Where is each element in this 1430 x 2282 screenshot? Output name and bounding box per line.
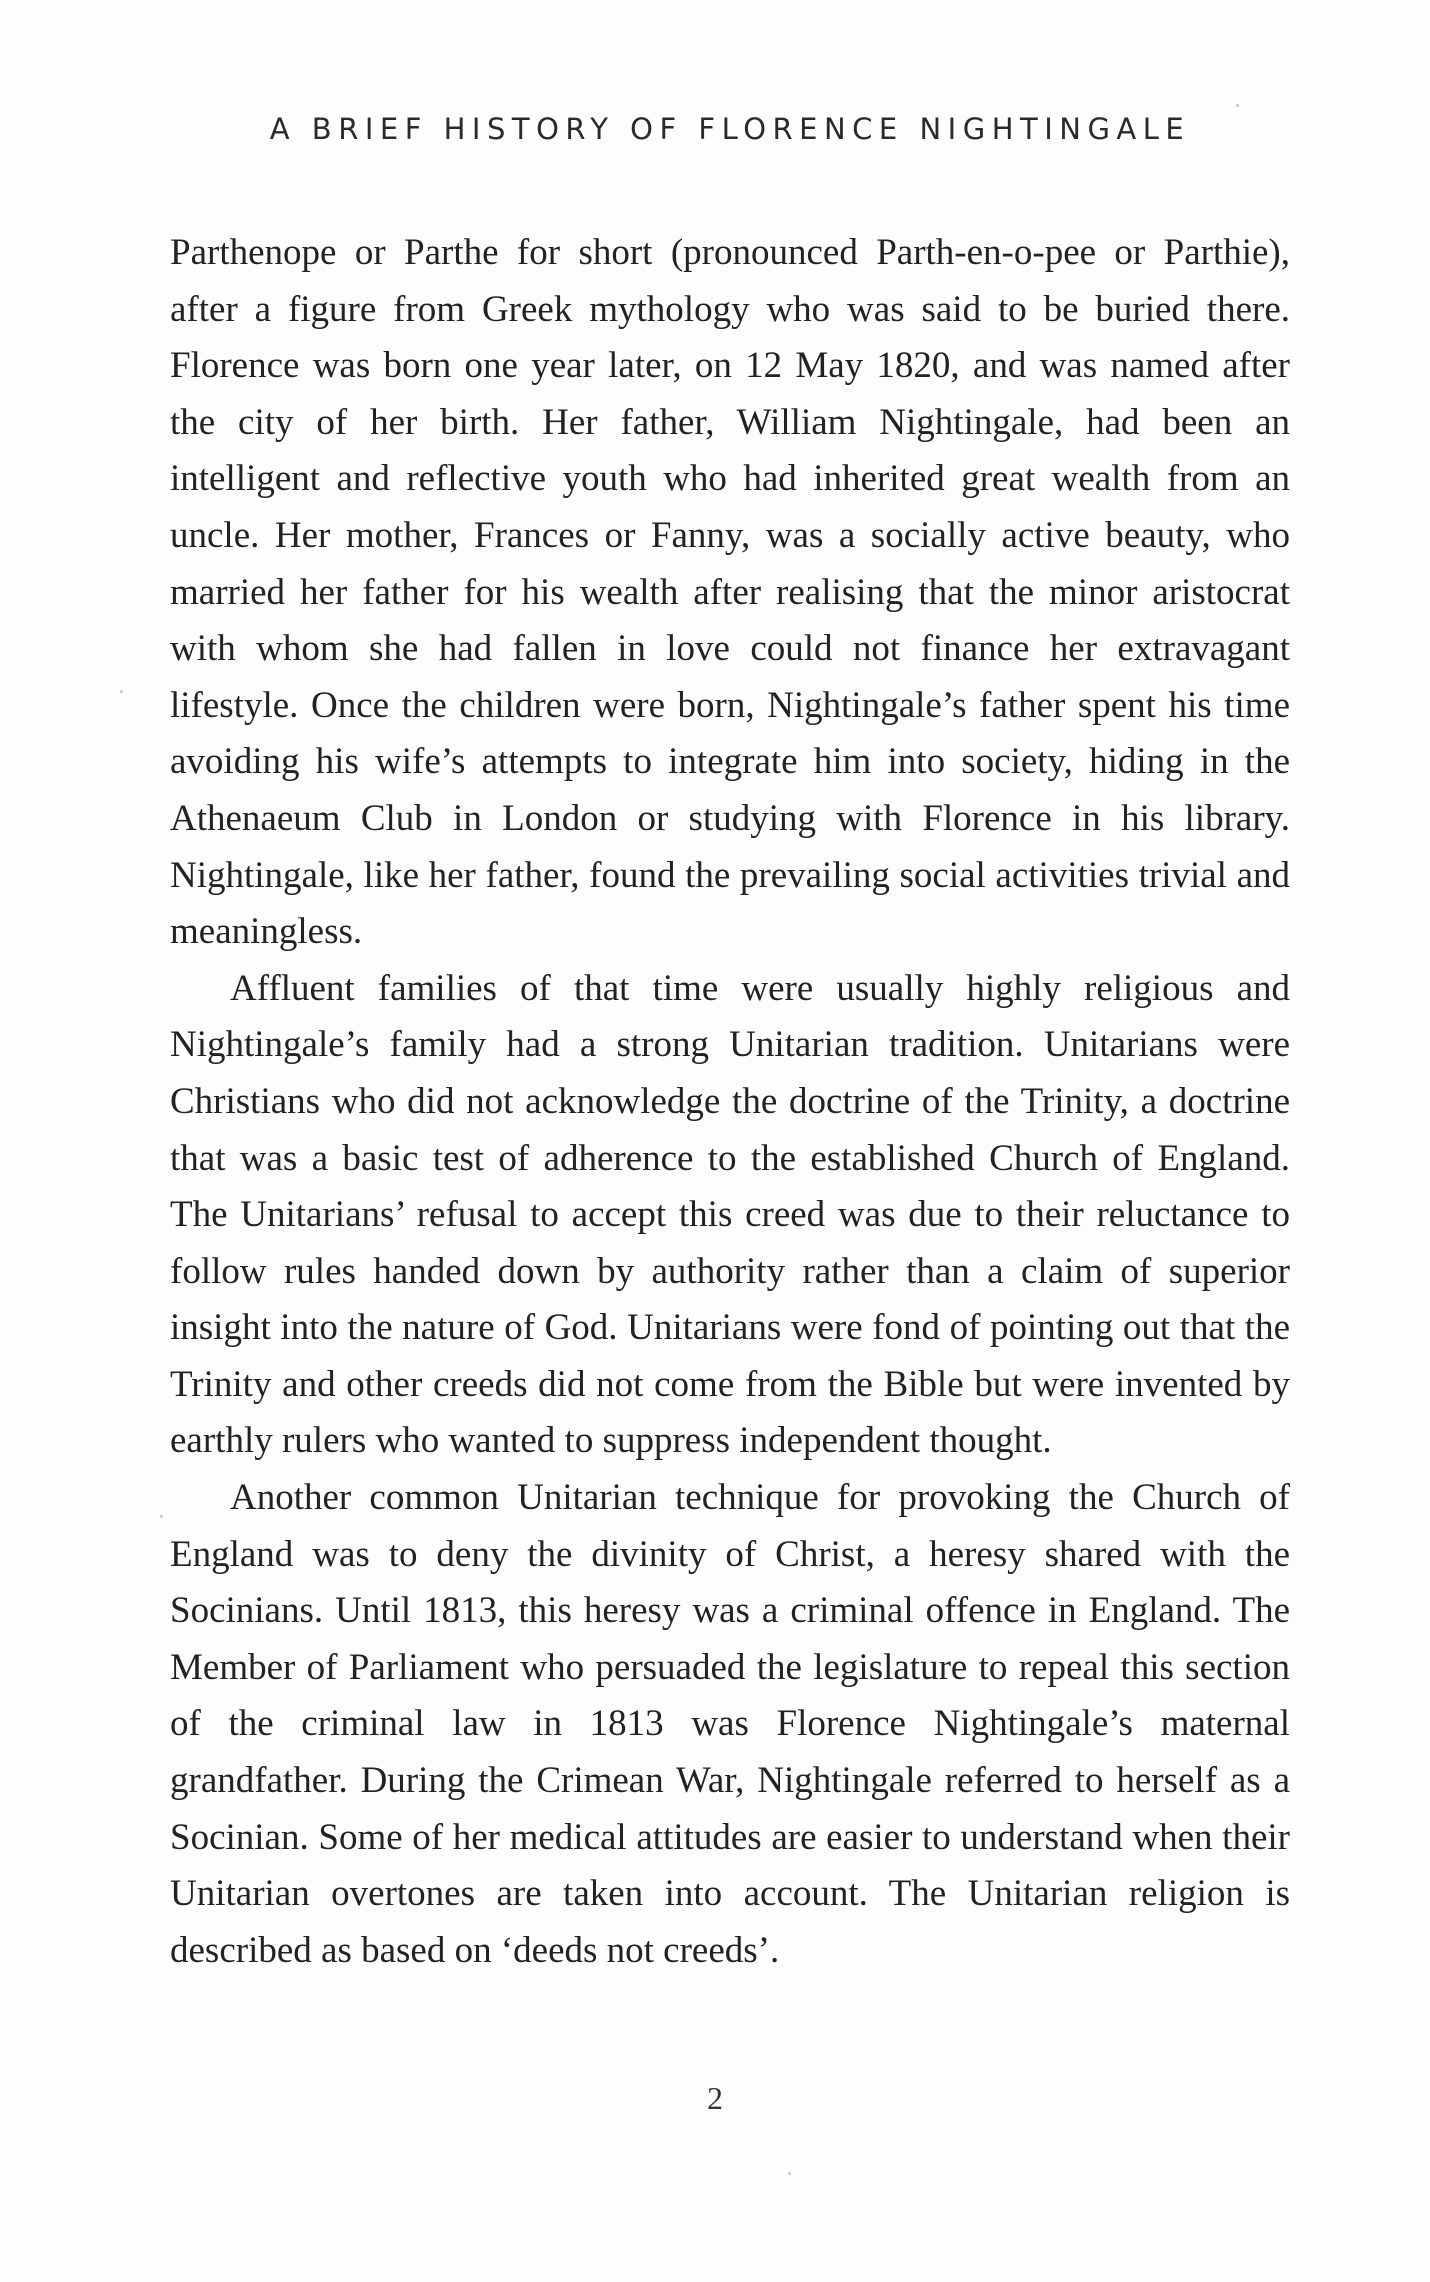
scan-speck	[120, 690, 123, 693]
paragraph-3: Another common Unitarian technique for provoking the Church of England was to deny the divinity of Christ, a heresy shared with the Socinians. Until 1813, this heresy was a criminal offence in England. The Member of Parliament who persuaded the legislature to repeal this section of the criminal law in 1813 was Florence Nightingale’s maternal grandfather. During the Crimean War, Nightingale referred to herself as a Socinian. Some of her medical attitudes are easier to understand when their Unitarian overtones are taken into account. The Unitarian religion is described as based on ‘deeds not creeds’.	[170, 1477, 1290, 1971]
scan-speck	[160, 1515, 163, 1518]
running-header-title: A BRIEF HISTORY OF FLORENCE NIGHTINGALE	[269, 112, 1191, 146]
paragraph-2: Affluent families of that time were usually highly religious and Nightingale’s family had a strong Unitarian tradition. Unitarians were Christians who did not acknowledge the doctrine of the Trinity, a doctrine that was a basic test of adherence to the established Church of England. The Unitarians’ refusal to accept this creed was due to their reluctance to follow rules handed down by authority rather than a claim of superior insight into the nature of God. Unitarians were fond of pointing out that the Trinity and other creeds did not come from the Bible but were invented by earthly rulers who wanted to suppress independent thought.	[170, 967, 1290, 1462]
scan-speck	[788, 2172, 791, 2175]
body-text	[170, 225, 1290, 1979]
scan-speck	[1236, 104, 1239, 107]
paragraph-1: Parthenope or Parthe for short (pronounced Parth-en-o-pee or Parthie), after a figure from Greek mythology who was said to be buried there. Florence was born one year later, on 12 May 1820, and was named after the city of her birth. Her father, William Nightingale, had been an intelligent and reflective youth who had inherited great wealth from an uncle. Her mother, Frances or Fanny, was a socially active beauty, who married her father for his wealth after realising that the minor aristocrat with whom she had fallen in love could not finance her extravagant lifestyle. Once the children were born, Nightingale’s father spent his time avoiding his wife’s attempts to integrate him into society, hiding in the Athenaeum Club in London or studying with Florence in his library. Nightingale, like her father, found the prevailing social activities trivial and meaningless.	[170, 232, 1290, 953]
page-number: 2	[707, 2080, 723, 2116]
